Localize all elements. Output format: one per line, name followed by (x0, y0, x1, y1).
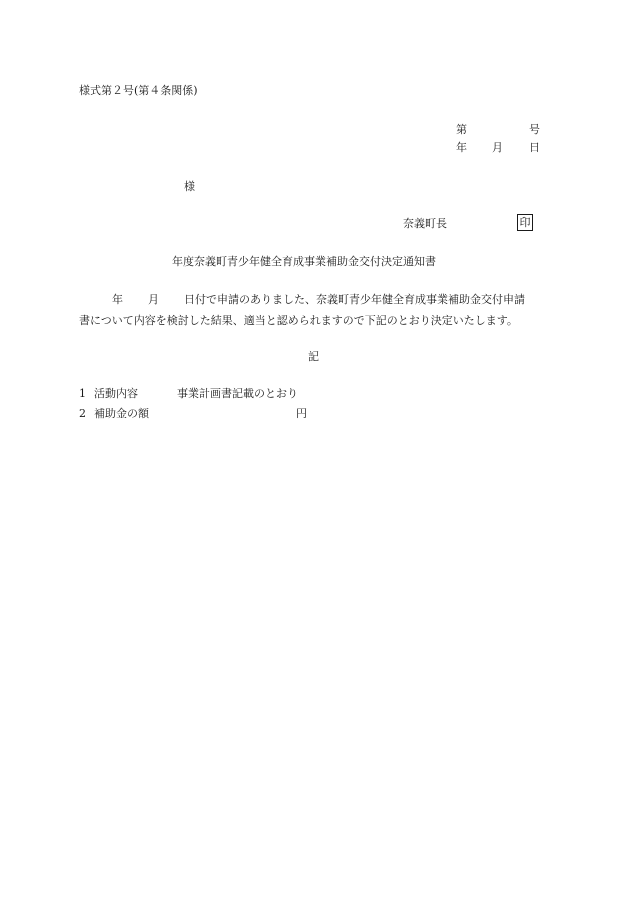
body-month: 月 (148, 293, 159, 306)
document-title: 年度奈義町青少年健全育成事業補助金交付決定通知書 (172, 255, 436, 268)
addressee: 様 (184, 180, 195, 193)
item-number: 1 (79, 387, 86, 400)
date-year: 年 (456, 141, 467, 154)
doc-no-suffix: 号 (529, 123, 540, 136)
item-label: 活動内容 (94, 387, 138, 400)
issuer-name: 奈義町長 (403, 217, 447, 230)
item-label: 補助金の額 (94, 407, 149, 420)
doc-no-prefix: 第 (456, 123, 467, 136)
body-line-2: 書について内容を検討した結果、適当と認められますので下記のとおり決定いたします。 (79, 314, 518, 327)
item-value: 事業計画書記載のとおり (177, 387, 298, 400)
item-unit: 円 (296, 407, 307, 420)
date-day: 日 (529, 141, 540, 154)
seal-mark: 印 (517, 214, 533, 231)
form-number: 様式第２号(第４条関係) (79, 84, 198, 97)
body-year: 年 (112, 293, 123, 306)
ki-heading: 記 (308, 350, 319, 363)
item-number: 2 (79, 407, 86, 420)
body-line1-text: 日付で申請のありました、奈義町青少年健全育成事業補助金交付申請 (184, 293, 525, 306)
date-month: 月 (492, 141, 503, 154)
